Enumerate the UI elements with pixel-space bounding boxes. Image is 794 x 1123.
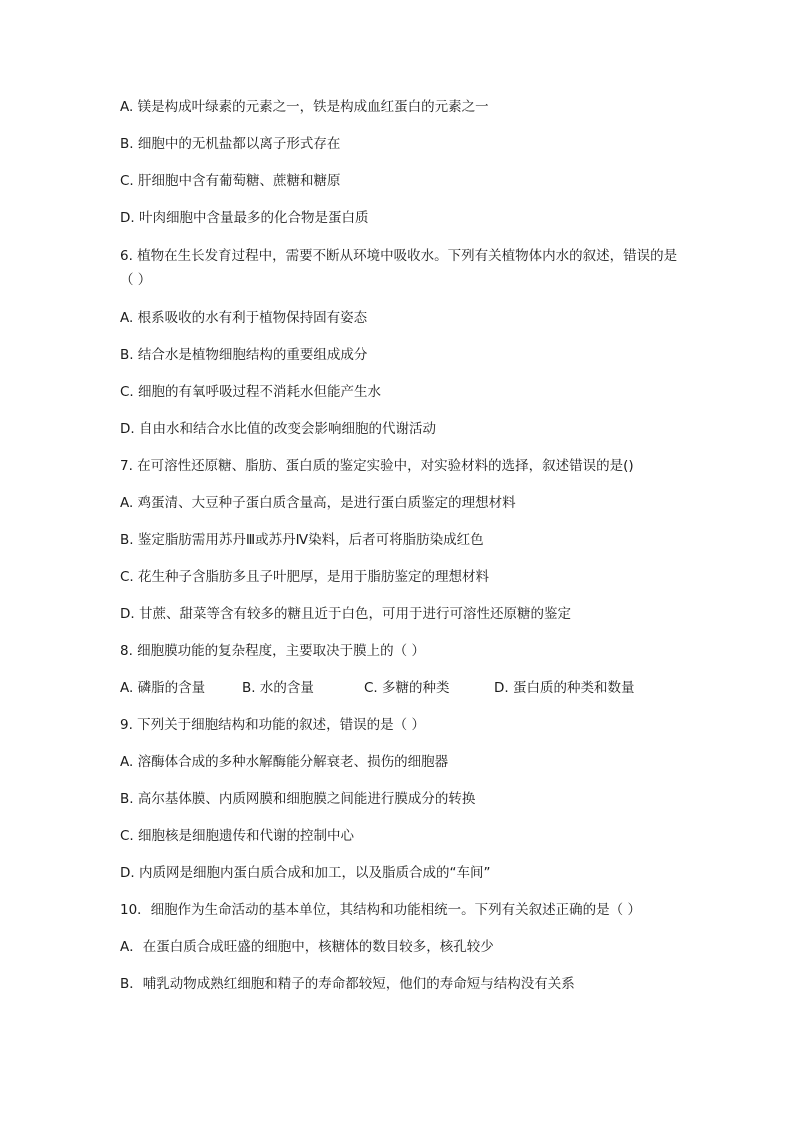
q9-option-d: D. 内质网是细胞内蛋白质合成和加工，以及脂质合成的“车间” xyxy=(120,865,491,881)
q6-stem: 6. 植物在生长发育过程中，需要不断从环境中吸收水。下列有关植物体内水的叙述，错误的是（ ） xyxy=(120,248,678,288)
q8-option-a: A. 磷脂的含量 xyxy=(120,680,206,696)
q8-option-b: B. 水的含量 xyxy=(242,680,314,696)
q9-option-c: C. 细胞核是细胞遗传和代谢的控制中心 xyxy=(120,828,355,844)
q7-option-a: A. 鸡蛋清、大豆种子蛋白质含量高，是进行蛋白质鉴定的理想材料 xyxy=(120,495,516,511)
q9-stem: 9. 下列关于细胞结构和功能的叙述，错误的是（ ） xyxy=(120,717,425,733)
q5-option-d: D. 叶肉细胞中含量最多的化合物是蛋白质 xyxy=(120,210,369,226)
q8-stem: 8. 细胞膜功能的复杂程度，主要取决于膜上的（ ） xyxy=(120,643,425,659)
q5-option-a: A. 镁是构成叶绿素的元素之一，铁是构成血红蛋白的元素之一 xyxy=(120,99,489,115)
q10-stem: 10．细胞作为生命活动的基本单位，其结构和功能相统一。下列有关叙述正确的是（ ） xyxy=(120,902,641,918)
q5-option-b: B. 细胞中的无机盐都以离子形式存在 xyxy=(120,136,341,152)
q7-option-d: D. 甘蔗、甜菜等含有较多的糖且近于白色，可用于进行可溶性还原糖的鉴定 xyxy=(120,606,571,622)
q6-option-a: A. 根系吸收的水有利于植物保持固有姿态 xyxy=(120,310,368,326)
q9-option-a: A. 溶酶体合成的多种水解酶能分解衰老、损伤的细胞器 xyxy=(120,754,449,770)
q8-option-d: D. 蛋白质的种类和数量 xyxy=(494,680,635,696)
q10-option-a: A．在蛋白质合成旺盛的细胞中，核糖体的数目较多，核孔较少 xyxy=(120,939,494,955)
q8-options-row xyxy=(120,677,680,699)
q6-option-c: C. 细胞的有氧呼吸过程不消耗水但能产生水 xyxy=(120,384,382,400)
q7-stem: 7. 在可溶性还原糖、脂肪、蛋白质的鉴定实验中，对实验材料的选择，叙述错误的是() xyxy=(120,458,634,474)
q7-option-c: C. 花生种子含脂肪多且子叶肥厚，是用于脂肪鉴定的理想材料 xyxy=(120,569,490,585)
exam-page xyxy=(120,96,680,995)
q6-option-b: B. 结合水是植物细胞结构的重要组成成分 xyxy=(120,347,368,363)
q7-option-b: B. 鉴定脂肪需用苏丹Ⅲ或苏丹Ⅳ染料，后者可将脂肪染成红色 xyxy=(120,532,484,548)
q5-option-c: C. 肝细胞中含有葡萄糖、蔗糖和糖原 xyxy=(120,173,341,189)
q8-option-c: C. 多糖的种类 xyxy=(364,680,450,696)
q6-option-d: D. 自由水和结合水比值的改变会影响细胞的代谢活动 xyxy=(120,421,436,437)
q10-option-b: B．哺乳动物成熟红细胞和精子的寿命都较短，他们的寿命短与结构没有关系 xyxy=(120,976,575,992)
q9-option-b: B. 高尔基体膜、内质网膜和细胞膜之间能进行膜成分的转换 xyxy=(120,791,476,807)
